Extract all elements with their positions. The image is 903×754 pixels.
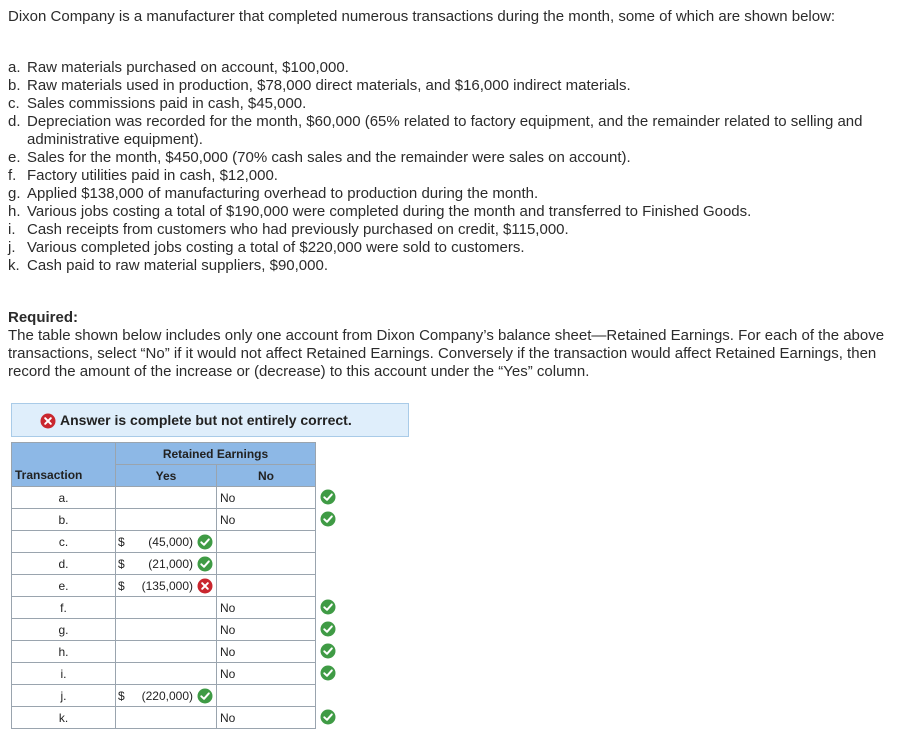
amount-value: (135,000) bbox=[141, 578, 193, 593]
check-circle-icon bbox=[320, 665, 336, 679]
transaction-item bbox=[8, 77, 893, 95]
row-mark bbox=[320, 643, 336, 659]
no-select[interactable] bbox=[217, 487, 316, 509]
check-circle-icon bbox=[320, 643, 336, 657]
transaction-item bbox=[8, 239, 893, 257]
row-mark bbox=[320, 511, 336, 527]
check-circle-icon bbox=[197, 688, 213, 704]
transaction-cell: g. bbox=[12, 619, 116, 641]
check-circle-icon bbox=[320, 621, 336, 635]
transaction-text: Raw materials used in production, $78,000 direct materials, and $16,000 indirect materials. bbox=[27, 77, 631, 94]
row-mark bbox=[320, 599, 336, 615]
transaction-item bbox=[8, 257, 893, 275]
yes-column-header: Yes bbox=[116, 465, 217, 487]
check-circle-icon bbox=[320, 709, 336, 723]
amount-wrapper bbox=[116, 556, 213, 572]
table-row bbox=[12, 509, 316, 531]
check-circle-icon bbox=[320, 511, 336, 525]
transaction-item bbox=[8, 113, 893, 149]
transaction-cell: e. bbox=[12, 575, 116, 597]
row-mark bbox=[320, 489, 336, 505]
transaction-cell: j. bbox=[12, 685, 116, 707]
transaction-cell: a. bbox=[12, 487, 116, 509]
dollar-sign: $ bbox=[118, 578, 125, 593]
no-value: No bbox=[220, 622, 236, 637]
transaction-letter: h. bbox=[8, 203, 21, 220]
table-row bbox=[12, 641, 316, 663]
transaction-cell: i. bbox=[12, 663, 116, 685]
no-value: No bbox=[220, 512, 236, 527]
transaction-column-header: Transaction bbox=[12, 465, 116, 487]
yes-amount-input[interactable] bbox=[116, 553, 217, 575]
transaction-letter: c. bbox=[8, 95, 20, 112]
no-select[interactable] bbox=[217, 707, 316, 729]
retained-earnings-header: Retained Earnings bbox=[116, 443, 316, 465]
no-select[interactable] bbox=[217, 619, 316, 641]
transaction-letter: i. bbox=[8, 221, 16, 238]
transaction-cell: c. bbox=[12, 531, 116, 553]
transaction-cell: f. bbox=[12, 597, 116, 619]
transaction-letter: g. bbox=[8, 185, 21, 202]
no-value: No bbox=[220, 710, 236, 725]
transaction-item bbox=[8, 95, 893, 113]
transaction-text: Raw materials purchased on account, $100,000. bbox=[27, 59, 349, 76]
x-circle-icon bbox=[197, 578, 213, 594]
no-select[interactable] bbox=[217, 663, 316, 685]
transaction-letter: b. bbox=[8, 77, 21, 94]
transaction-text: Cash paid to raw material suppliers, $90,000. bbox=[27, 257, 328, 274]
no-select[interactable] bbox=[217, 641, 316, 663]
required-heading: Required: bbox=[8, 309, 79, 326]
no-value: No bbox=[220, 666, 236, 681]
dollar-sign: $ bbox=[118, 534, 125, 549]
blank-header-cell bbox=[12, 443, 116, 465]
transaction-letter: d. bbox=[8, 113, 21, 130]
dollar-sign: $ bbox=[118, 556, 125, 571]
no-value: No bbox=[220, 644, 236, 659]
no-select[interactable] bbox=[217, 685, 316, 707]
yes-amount-input[interactable] bbox=[116, 531, 217, 553]
transaction-letter: f. bbox=[8, 167, 17, 184]
transaction-text: Sales for the month, $450,000 (70% cash sales and the remainder were sales on account). bbox=[27, 149, 631, 166]
amount-value: (21,000) bbox=[148, 556, 193, 571]
transaction-letter: j. bbox=[8, 239, 16, 256]
yes-amount-input[interactable] bbox=[116, 641, 217, 663]
amount-wrapper bbox=[116, 688, 213, 704]
transaction-item bbox=[8, 221, 893, 239]
required-instructions: The table shown below includes only one account from Dixon Company’s balance sheet—Retained Earnings. For each of the above transactions, select “No” if it would not affect Retained Earnings. Conversely if the transaction would affect Retained Earnings, then record the amount of the increase or (decrease) to this account under the “Yes” column. bbox=[8, 327, 885, 380]
yes-amount-input[interactable] bbox=[116, 707, 217, 729]
intro-text: Dixon Company is a manufacturer that completed numerous transactions during the month, some of which are shown below: bbox=[8, 8, 836, 25]
row-mark bbox=[320, 665, 336, 681]
answer-status-banner bbox=[11, 403, 409, 437]
yes-amount-input[interactable] bbox=[116, 575, 217, 597]
amount-wrapper bbox=[116, 534, 213, 550]
transaction-letter: k. bbox=[8, 257, 20, 274]
table-row bbox=[12, 487, 316, 509]
transaction-cell: k. bbox=[12, 707, 116, 729]
transaction-text: Cash receipts from customers who had previously purchased on credit, $115,000. bbox=[27, 221, 569, 238]
yes-amount-input[interactable] bbox=[116, 509, 217, 531]
yes-amount-input[interactable] bbox=[116, 685, 217, 707]
row-mark bbox=[320, 709, 336, 725]
transaction-item bbox=[8, 149, 893, 167]
no-select[interactable] bbox=[217, 509, 316, 531]
x-circle-icon bbox=[40, 411, 56, 428]
check-circle-icon bbox=[197, 534, 213, 550]
table-row bbox=[12, 619, 316, 641]
dollar-sign: $ bbox=[118, 688, 125, 703]
table-row bbox=[12, 553, 316, 575]
table-row bbox=[12, 531, 316, 553]
transaction-text: Depreciation was recorded for the month, $60,000 (65% related to factory equipment, and the remainder related to selling and administrative equipment). bbox=[27, 113, 863, 148]
answer-status-text: Answer is complete but not entirely correct. bbox=[60, 412, 352, 428]
transaction-letter: e. bbox=[8, 149, 21, 166]
transaction-cell: d. bbox=[12, 553, 116, 575]
transaction-text: Sales commissions paid in cash, $45,000. bbox=[27, 95, 307, 112]
check-circle-icon bbox=[320, 489, 336, 503]
transaction-list bbox=[8, 59, 893, 275]
yes-amount-input[interactable] bbox=[116, 619, 217, 641]
transaction-item bbox=[8, 185, 893, 203]
yes-amount-input[interactable] bbox=[116, 663, 217, 685]
transaction-cell: h. bbox=[12, 641, 116, 663]
yes-amount-input[interactable] bbox=[116, 597, 217, 619]
no-select[interactable] bbox=[217, 553, 316, 575]
transaction-text: Various jobs costing a total of $190,000 were completed during the month and transferred to Finished Goods. bbox=[27, 203, 752, 220]
transaction-text: Various completed jobs costing a total of $220,000 were sold to customers. bbox=[27, 239, 525, 256]
retained-earnings-table bbox=[11, 442, 316, 729]
table-row bbox=[12, 575, 316, 597]
transaction-text: Applied $138,000 of manufacturing overhead to production during the month. bbox=[27, 185, 539, 202]
no-select[interactable] bbox=[217, 597, 316, 619]
check-circle-icon bbox=[320, 599, 336, 613]
amount-wrapper bbox=[116, 578, 213, 594]
transaction-item bbox=[8, 59, 893, 77]
table-row bbox=[12, 597, 316, 619]
transaction-text: Factory utilities paid in cash, $12,000. bbox=[27, 167, 278, 184]
yes-amount-input[interactable] bbox=[116, 487, 217, 509]
table-row bbox=[12, 685, 316, 707]
table-row bbox=[12, 663, 316, 685]
row-mark bbox=[320, 621, 336, 637]
transaction-item bbox=[8, 167, 893, 185]
no-value: No bbox=[220, 490, 236, 505]
transaction-item bbox=[8, 203, 893, 221]
check-circle-icon bbox=[197, 556, 213, 572]
transaction-cell: b. bbox=[12, 509, 116, 531]
no-select[interactable] bbox=[217, 575, 316, 597]
amount-value: (220,000) bbox=[141, 688, 193, 703]
amount-value: (45,000) bbox=[148, 534, 193, 549]
no-value: No bbox=[220, 600, 236, 615]
no-column-header: No bbox=[217, 465, 316, 487]
table-row bbox=[12, 707, 316, 729]
transaction-letter: a. bbox=[8, 59, 21, 76]
no-select[interactable] bbox=[217, 531, 316, 553]
